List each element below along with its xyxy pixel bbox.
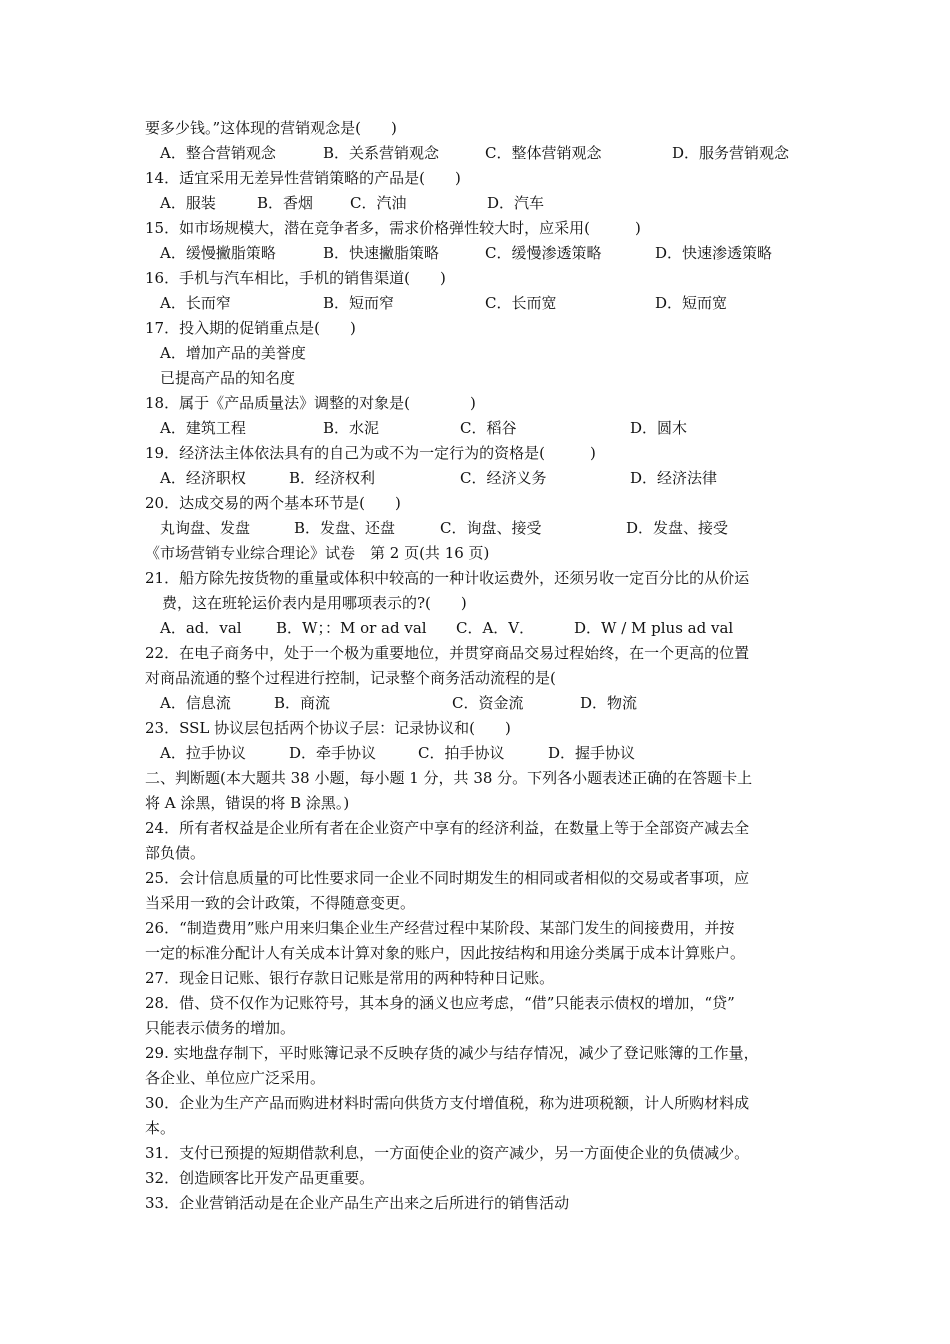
q28-line2: 只能表示债务的增加。 — [145, 1019, 296, 1037]
q17-option-a: A．增加产品的美誉度 — [160, 344, 306, 362]
q24-line2: 部负债。 — [145, 844, 206, 862]
q20-stem: 20．达成交易的两个基本环节是( ) — [145, 494, 401, 512]
q14-option-b: B．香烟 — [257, 194, 314, 212]
q23-option-b: D．牵手协议 — [289, 744, 377, 762]
q15-option-a: A．缓慢撇脂策略 — [160, 244, 276, 262]
q18-stem: 18．属于《产品质量法》调整的对象是( ) — [145, 394, 476, 412]
q22-option-d: D．物流 — [580, 694, 638, 712]
q29-line1: 29. 实地盘存制下，平时账簿记录不反映存货的减少与结存情况，减少了登记账簿的工作量， — [145, 1044, 759, 1062]
q22-stem-line2: 对商品流通的整个过程进行控制，记录整个商务活动流程的是( — [145, 669, 556, 687]
q33-line: 33．企业营销活动是在企业产品生产出来之后所进行的销售活动 — [145, 1194, 570, 1212]
q24-line1: 24．所有者权益是企业所有者在企业资产中享有的经济利益，在数量上等于全部资产减去全 — [145, 819, 750, 837]
q20-option-b: B．发盘、还盘 — [294, 519, 396, 537]
q14-stem: 14．适宜采用无差异性营销策略的产品是( ) — [145, 169, 461, 187]
q20-option-a: 丸询盘、发盘 — [160, 519, 251, 537]
q30-line2: 本。 — [145, 1119, 176, 1137]
q18-option-c: C．稻谷 — [460, 419, 517, 437]
q17-option-b: 已提高产品的知名度 — [160, 369, 296, 387]
q14-option-c: C．汽油 — [350, 194, 407, 212]
q27-line: 27．现金日记账、银行存款日记账是常用的两种特种日记账。 — [145, 969, 555, 987]
q18-option-b: B．水泥 — [323, 419, 380, 437]
q21-option-b: B．W；：M or ad val — [276, 619, 427, 637]
q25-line1: 25．会计信息质量的可比性要求同一企业不同时期发生的相同或者相似的交易或者事项，应 — [145, 869, 750, 887]
section-2-heading-line2: 将 A 涂黑，错误的将 B 涂黑。) — [145, 794, 350, 812]
q16-option-a: A．长而窄 — [160, 294, 231, 312]
q18-option-d: D．圆木 — [630, 419, 688, 437]
q15-stem: 15．如市场规模大，潜在竞争者多，需求价格弹性较大时，应采用( ) — [145, 219, 641, 237]
q23-option-c: C．拍手协议 — [418, 744, 505, 762]
q21-option-d: D．W / M plus ad val — [574, 619, 734, 637]
q21-option-a: A．ad．val — [160, 619, 242, 637]
q14-option-a: A．服装 — [160, 194, 216, 212]
q31-line: 31．支付已预提的短期借款利息，一方面使企业的资产减少，另一方面使企业的负债减少。 — [145, 1144, 750, 1162]
q21-stem-line1 — [145, 566, 810, 590]
q16-option-b: B．短而窄 — [323, 294, 395, 312]
q19-option-d: D．经济法律 — [630, 469, 718, 487]
q21-option-c: C．A．V． — [456, 619, 535, 637]
q30-line1: 30．企业为生产产品而购进材料时需向供货方支付增值税，称为进项税额，计人所购材料成 — [145, 1094, 750, 1112]
q32-line: 32．创造顾客比开发产品更重要。 — [145, 1169, 375, 1187]
q22-stem-line1: 22．在电子商务中，处于一个极为重要地位，并贯穿商品交易过程始终，在一个更高的位置 — [145, 644, 750, 662]
q13-option-b: B．关系营销观念 — [323, 144, 440, 162]
q26-line2: 一定的标准分配计人有关成本计算对象的账户，因此按结构和用途分类属于成本计算账户。 — [145, 944, 746, 962]
q23-stem: 23．SSL 协议层包括两个协议子层：记录协议和( ) — [145, 719, 511, 737]
q15-option-b: B．快速撇脂策略 — [323, 244, 440, 262]
q23-option-a: A．拉手协议 — [160, 744, 246, 762]
q21-stem-text: 21．船方除先按货物的重量或体积中较高的一种计收运费外，还须另收一定百分比的从价运 — [145, 569, 750, 587]
q22-option-a: A．信息流 — [160, 694, 231, 712]
q15-option-d: D．快速渗透策略 — [655, 244, 773, 262]
q22-option-c: C．资金流 — [452, 694, 524, 712]
q29-line2: 各企业、单位应广泛采用。 — [145, 1069, 326, 1087]
q26-line1: 26．“制造费用”账户用来归集企业生产经营过程中某阶段、某部门发生的间接费用，并按 — [145, 919, 735, 937]
q13-option-a: A．整合营销观念 — [160, 144, 276, 162]
q16-option-c: C．长而宽 — [485, 294, 557, 312]
q19-stem: 19．经济法主体依法具有的自己为或不为一定行为的资格是( ) — [145, 444, 596, 462]
q16-stem: 16．手机与汽车相比，手机的销售渠道( ) — [145, 269, 446, 287]
q28-line1: 28．借、贷不仅作为记账符号，其本身的涵义也应考虑，“借”只能表示债权的增加，“贷” — [145, 994, 735, 1012]
q21-stem-line2: 费，这在班轮运价表内是用哪项表示的?( ) — [162, 594, 467, 612]
section-2-heading-line1: 二、判断题(本大题共 38 小题，每小题 1 分，共 38 分。下列各小题表述正确的在答题卡上 — [145, 769, 753, 787]
q19-option-a: A．经济职权 — [160, 469, 246, 487]
q19-option-b: B．经济权利 — [289, 469, 376, 487]
q18-option-a: A．建筑工程 — [160, 419, 246, 437]
q23-option-d: D．握手协议 — [548, 744, 636, 762]
q13-option-c: C．整体营销观念 — [485, 144, 602, 162]
q16-option-d: D．短而宽 — [655, 294, 728, 312]
q20-option-c: C．询盘、接受 — [440, 519, 542, 537]
q20-option-d: D．发盘、接受 — [626, 519, 729, 537]
q25-line2: 当采用一致的会计政策，不得随意变更。 — [145, 894, 416, 912]
q22-option-b: B．商流 — [274, 694, 331, 712]
q13-stem-tail: 要多少钱。”这体现的营销观念是( ) — [145, 119, 397, 137]
q14-option-d: D．汽车 — [487, 194, 545, 212]
q17-stem: 17．投入期的促销重点是( ) — [145, 319, 356, 337]
q15-option-c: C．缓慢渗透策略 — [485, 244, 602, 262]
q13-option-d: D．服务营销观念 — [672, 144, 790, 162]
q19-option-c: C．经济义务 — [460, 469, 547, 487]
page-footer: 《市场营销专业综合理论》试卷 第 2 页(共 16 页) — [145, 544, 490, 562]
